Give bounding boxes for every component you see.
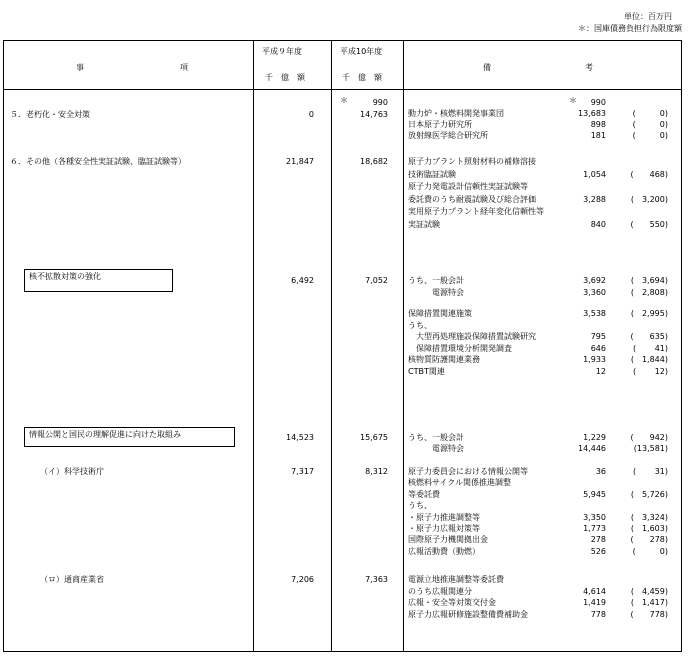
remark-text: 電源特会 [408, 444, 464, 453]
remark-prev-amount: ( 0) [632, 109, 668, 118]
remark-amount: 13,683 [578, 109, 606, 118]
remark-text: 国際原子力機関拠出金 [408, 535, 488, 545]
remark-text: 原子力委員会における情報公開等 [408, 467, 528, 476]
remark-text: 放射線医学総合研究所 [408, 131, 488, 140]
remark-prev-amount: ( 0) [632, 131, 668, 140]
remark-text: 日本原子力研究所 [408, 120, 472, 129]
budget-note: ＊：国庫債務負担行為限度額 [578, 24, 682, 33]
remark-text: 広報・安全等対策交付金 [408, 598, 496, 607]
remark-text: CTBT関連 [408, 366, 445, 376]
remark-prev-amount: ( 3,324) [630, 512, 668, 522]
remark-amount: 840 [590, 219, 606, 229]
remark-prev-amount: ( 278) [630, 535, 668, 545]
remark-amount: 1,933 [583, 355, 606, 364]
fy10-value: 14,763 [360, 110, 388, 119]
remark-prev-amount: ( 3,200) [630, 194, 668, 204]
remark-amount: 3,288 [583, 194, 606, 204]
remark-prev-amount: ( 942) [630, 433, 668, 442]
remark-prev-amount: ( 0) [632, 120, 668, 129]
remark-text: 動力炉・核燃料開発事業団 [408, 109, 504, 118]
remark-text: うち、 [408, 320, 432, 330]
header-fy10-title: 平成10年度 [340, 47, 383, 56]
header-fy9-unit: 千 億 額 [265, 73, 305, 82]
fy9-value: 0 [308, 110, 314, 119]
fy9-value: 21,847 [286, 157, 314, 166]
remark-text: 実証試験 [408, 219, 440, 229]
remark-amount: 3,692 [583, 276, 606, 285]
fy9-value: 6,492 [291, 276, 314, 285]
remark-prev-amount: ( 635) [630, 332, 668, 341]
remark-text: 委託費のうち耐震試験及び総合評価 [408, 194, 536, 204]
remark-prev-amount: ( 1,603) [630, 524, 668, 533]
remark-amount: 3,538 [583, 309, 606, 318]
remark-amount: 526 [590, 546, 606, 556]
column-divider [253, 40, 254, 652]
remark-text: 原子力広報研修施設整備費補助金 [408, 609, 528, 619]
remark-prev-amount: ( 12) [633, 366, 668, 376]
row-label-other: ６．その他（各種安全性実証試験、臨証試験等） [10, 157, 186, 166]
remark-text: ・原子力広報対策等 [408, 524, 480, 533]
header-fy9-title: 平成９年度 [262, 47, 302, 56]
fy10-value: 7,363 [365, 575, 388, 584]
row-label-aging-safety: ５．老朽化・安全対策 [10, 110, 90, 119]
remark-prev-amount: ( 4,459) [630, 586, 668, 596]
remark-text: 電源特会 [408, 287, 464, 297]
fy9-value: 7,206 [291, 575, 314, 584]
remark-prev-amount: ( 778) [630, 609, 668, 619]
section-label: 情報公開と国民の理解促進に向けた取組み [29, 430, 181, 439]
header-remarks-left: 備 [483, 63, 491, 72]
remark-prev-amount: ( 468) [630, 169, 668, 179]
remark-text: うち、一般会計 [408, 433, 464, 442]
remark-amount: 795 [590, 332, 606, 341]
remark-text: のうち広報関連分 [408, 586, 472, 596]
row-label-miti: （ロ）通商産業省 [40, 575, 104, 584]
column-divider [403, 40, 404, 652]
remark-prev-amount: ( 2,808) [630, 287, 668, 297]
remark-text: 原子力プラント照射材料の補修溶接 [408, 157, 536, 166]
remark-amount: 3,360 [583, 287, 606, 297]
fy10-debt-value: 990 [372, 98, 388, 107]
row-label-sta: （イ）科学技術庁 [40, 467, 104, 476]
remark-debt-value: 990 [590, 98, 606, 107]
remark-text: 実用原子力プラント経年変化信頼性等 [408, 207, 544, 216]
remark-prev-amount: ( 5,726) [630, 489, 668, 499]
remark-amount: 278 [590, 535, 606, 545]
section-box-disclosure [24, 427, 235, 447]
remark-amount: 12 [595, 366, 606, 376]
remark-prev-amount: ( 550) [630, 219, 668, 229]
remark-amount: 1,054 [583, 169, 606, 179]
fy9-value: 7,317 [291, 467, 314, 476]
remark-amount: 1,229 [583, 433, 606, 442]
remark-prev-amount: ( 31) [633, 467, 668, 476]
remark-amount: 5,945 [583, 489, 606, 499]
header-item-right: 項 [180, 63, 188, 72]
remark-prev-amount: ( 1,417) [630, 598, 668, 607]
remark-text: 核燃料サイクル関係推進調整 [408, 478, 512, 488]
remark-text: 等委託費 [408, 489, 440, 499]
remark-text: 大型再処理施設保障措置試験研究 [408, 332, 536, 341]
unit-note: 単位：百万円 [624, 12, 672, 21]
remark-text: 技術臨証試験 [408, 169, 456, 179]
fy10-value: 18,682 [360, 157, 388, 166]
remark-text: ・原子力推進調整等 [408, 512, 480, 522]
remark-amount: 181 [590, 131, 606, 140]
header-remarks-right: 考 [585, 63, 593, 72]
header-fy10-unit: 千 億 額 [342, 73, 382, 82]
remark-amount: 778 [590, 609, 606, 619]
remark-amount: 1,419 [583, 598, 606, 607]
remark-amount: 4,614 [583, 586, 606, 596]
remark-text: うち、 [408, 501, 432, 511]
section-label: 核不拡散対策の強化 [29, 272, 101, 281]
remark-amount: 14,446 [578, 444, 606, 453]
fy10-value: 7,052 [365, 276, 388, 285]
debt-marker: ＊ [569, 96, 577, 105]
remark-prev-amount: ( 1,844) [630, 355, 668, 364]
debt-marker: ＊ [340, 96, 348, 105]
fy10-value: 15,675 [360, 433, 388, 442]
header-item-left: 事 [76, 63, 84, 72]
remark-text: 電源立地推進調整等委託費 [408, 575, 504, 584]
fy10-value: 8,312 [365, 467, 388, 476]
remark-text: うち、一般会計 [408, 276, 464, 285]
fy9-value: 14,523 [286, 433, 314, 442]
column-divider [331, 40, 332, 652]
remark-text: 原子力発電設計信頼性実証試験等 [408, 182, 528, 191]
remark-amount: 36 [595, 467, 606, 476]
remark-prev-amount: ( 0) [632, 546, 668, 556]
remark-prev-amount: ( 3,694) [630, 276, 668, 285]
remark-prev-amount: (13,581) [633, 444, 668, 453]
remark-text: 保障措置関連施策 [408, 309, 472, 318]
remark-prev-amount: ( 2,995) [630, 309, 668, 318]
remark-amount: 898 [590, 120, 606, 129]
remark-text: 保障措置環境分析開発調査 [408, 343, 512, 353]
remark-amount: 1,773 [583, 524, 606, 533]
remark-prev-amount: ( 41) [633, 343, 668, 353]
remark-text: 広報活動費（動燃） [408, 546, 480, 556]
section-box-nonproliferation [24, 269, 173, 292]
remark-text: 核物質防護関連業務 [408, 355, 480, 364]
remark-amount: 646 [590, 343, 606, 353]
header-divider [3, 89, 682, 90]
remark-amount: 3,350 [583, 512, 606, 522]
